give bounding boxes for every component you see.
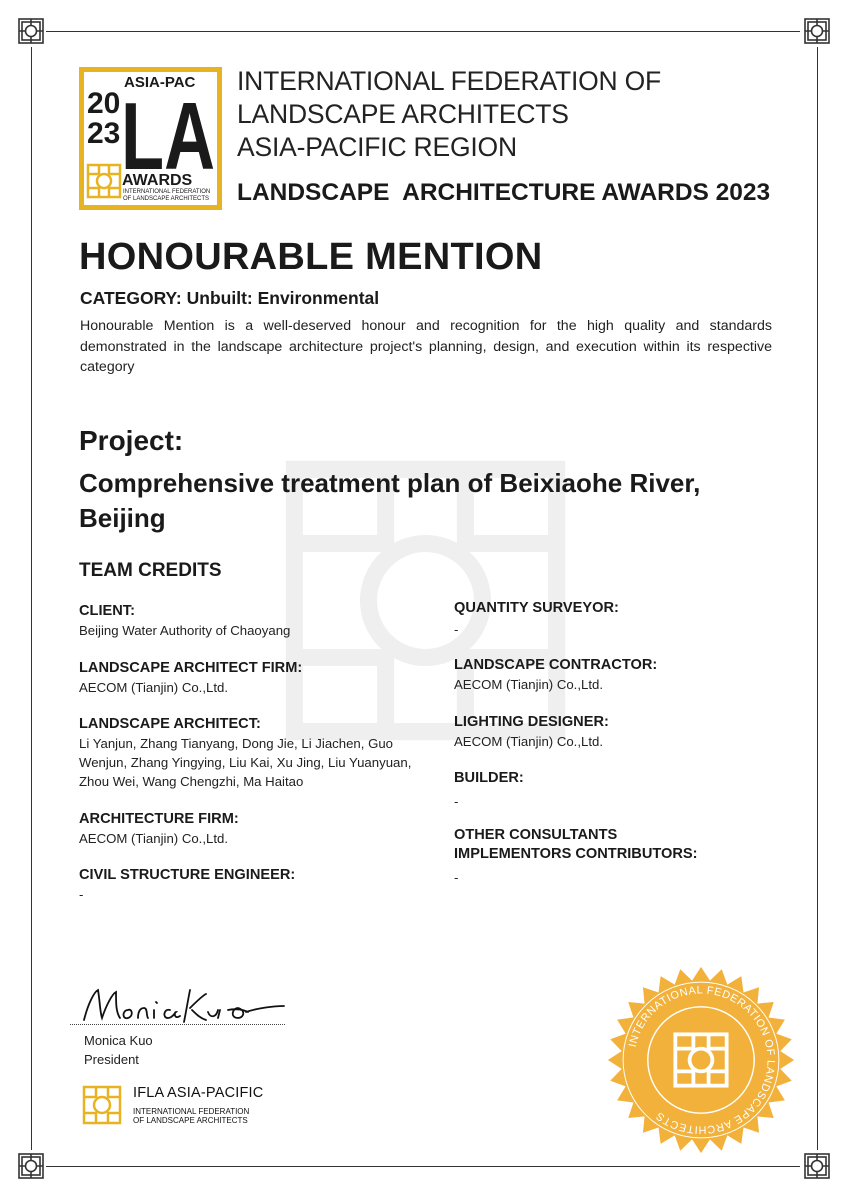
ifla-emblem-icon [82, 1085, 122, 1125]
logo-year-20: 20 [87, 87, 121, 120]
credit-label: ARCHITECTURE FIRM: [79, 811, 239, 827]
award-description: Honourable Mention is a well-deserved honour and recognition for the high quality and standards demonstrated in the landscape architecture project's planning, design, and execution within its respective category [80, 318, 772, 375]
ifla-sub-line-2: OF LANDSCAPE ARCHITECTS [133, 1116, 248, 1125]
signatory-title: President [84, 1052, 139, 1067]
frame-right-line [817, 47, 818, 1150]
credit-label: LIGHTING DESIGNER: [454, 714, 609, 730]
award-title: HONOURABLE MENTION [79, 236, 543, 278]
credit-label: LANDSCAPE ARCHITECT FIRM: [79, 660, 303, 676]
credit-label: QUANTITY SURVEYOR: [454, 600, 619, 616]
org-line-3: ASIA-PACIFIC REGION [237, 132, 517, 162]
corner-ornament-icon [17, 17, 45, 45]
credit-landscape-architect [79, 715, 411, 791]
category-label: CATEGORY: [80, 288, 182, 308]
credit-label: BUILDER: [454, 770, 524, 786]
category-value: Unbuilt: Environmental [186, 288, 380, 308]
project-label: Project: [79, 425, 184, 456]
org-line-2: LANDSCAPE ARCHITECTS [237, 99, 569, 129]
credit-lighting-designer [454, 713, 609, 751]
credit-value: - [454, 870, 459, 885]
project-name [79, 466, 779, 536]
corner-ornament-icon [803, 17, 831, 45]
ifla-sub-line-1: INTERNATIONAL FEDERATION [133, 1107, 250, 1116]
credit-landscape-contractor [454, 656, 657, 694]
project-name-line-2: Beijing [79, 503, 166, 533]
signature-line [70, 1024, 285, 1025]
signatory-name: Monica Kuo [84, 1033, 153, 1048]
credit-value: - [454, 622, 459, 637]
credit-other-consultants [454, 826, 698, 887]
logo-bottom-label: AWARDS [122, 172, 193, 189]
credit-value: - [79, 887, 84, 902]
credit-client [79, 602, 290, 640]
credit-value: AECOM (Tianjin) Co.,Ltd. [454, 677, 604, 692]
credit-quantity-surveyor [454, 599, 619, 639]
credit-value: AECOM (Tianjin) Co.,Ltd. [454, 734, 604, 749]
gold-seal [606, 965, 796, 1155]
credit-value-line: Li Yanjun, Zhang Tianyang, Dong Jie, Li Jiachen, Guo [79, 736, 394, 751]
credit-label: LANDSCAPE CONTRACTOR: [454, 657, 658, 673]
credit-label-line: IMPLEMENTORS CONTRIBUTORS: [454, 846, 698, 862]
ifla-subtitle [133, 1107, 249, 1125]
corner-ornament-icon [803, 1152, 831, 1180]
logo-sub-line2: OF LANDSCAPE ARCHITECTS [123, 196, 210, 202]
credit-landscape-architect-firm [79, 659, 302, 697]
credit-value: AECOM (Tianjin) Co.,Ltd. [79, 680, 229, 695]
ifla-name: IFLA ASIA-PACIFIC [133, 1085, 264, 1101]
logo-top-label: ASIA-PAC [124, 74, 196, 91]
awards-title: LANDSCAPE ARCHITECTURE AWARDS 2023 [237, 179, 771, 206]
credit-label: CLIENT: [79, 603, 135, 619]
team-credits-heading: TEAM CREDITS [79, 560, 222, 581]
seal-ring-text: INTERNATIONAL FEDERATION OF LANDSCAPE ARCHITECTS [626, 984, 777, 1136]
logo-sub-line1: INTERNATIONAL FEDERATION [123, 189, 211, 195]
credit-builder [454, 769, 524, 811]
credit-label-line: OTHER CONSULTANTS [454, 827, 618, 843]
credit-civil-structure-engineer [79, 866, 295, 904]
credit-value: - [454, 794, 459, 809]
credit-value-line: Wenjun, Zhang Yingying, Liu Kai, Xu Jing, Liu Yuanyuan, [79, 755, 412, 770]
frame-bottom-line [46, 1166, 800, 1167]
asia-pac-la-awards-logo [79, 67, 222, 210]
project-name-line-1: Comprehensive treatment plan of Beixiaohe River, [79, 468, 701, 498]
logo-big-letters: LA [121, 83, 215, 190]
credit-value: AECOM (Tianjin) Co.,Ltd. [79, 831, 229, 846]
credit-value-line: Zhou Wei, Wang Chengzhi, Ma Haitao [79, 774, 304, 789]
corner-ornament-icon [17, 1152, 45, 1180]
credit-label: LANDSCAPE ARCHITECT: [79, 716, 261, 732]
president-signature [78, 982, 288, 1030]
category [80, 288, 379, 309]
frame-top-line [46, 31, 800, 32]
organization-name [237, 65, 661, 164]
logo-year-23: 23 [87, 117, 121, 150]
credit-value: Beijing Water Authority of Chaoyang [79, 623, 291, 638]
org-line-1: INTERNATIONAL FEDERATION OF [237, 66, 662, 96]
credit-architecture-firm [79, 810, 239, 848]
frame-left-line [31, 47, 32, 1150]
credit-label: CIVIL STRUCTURE ENGINEER: [79, 867, 296, 883]
